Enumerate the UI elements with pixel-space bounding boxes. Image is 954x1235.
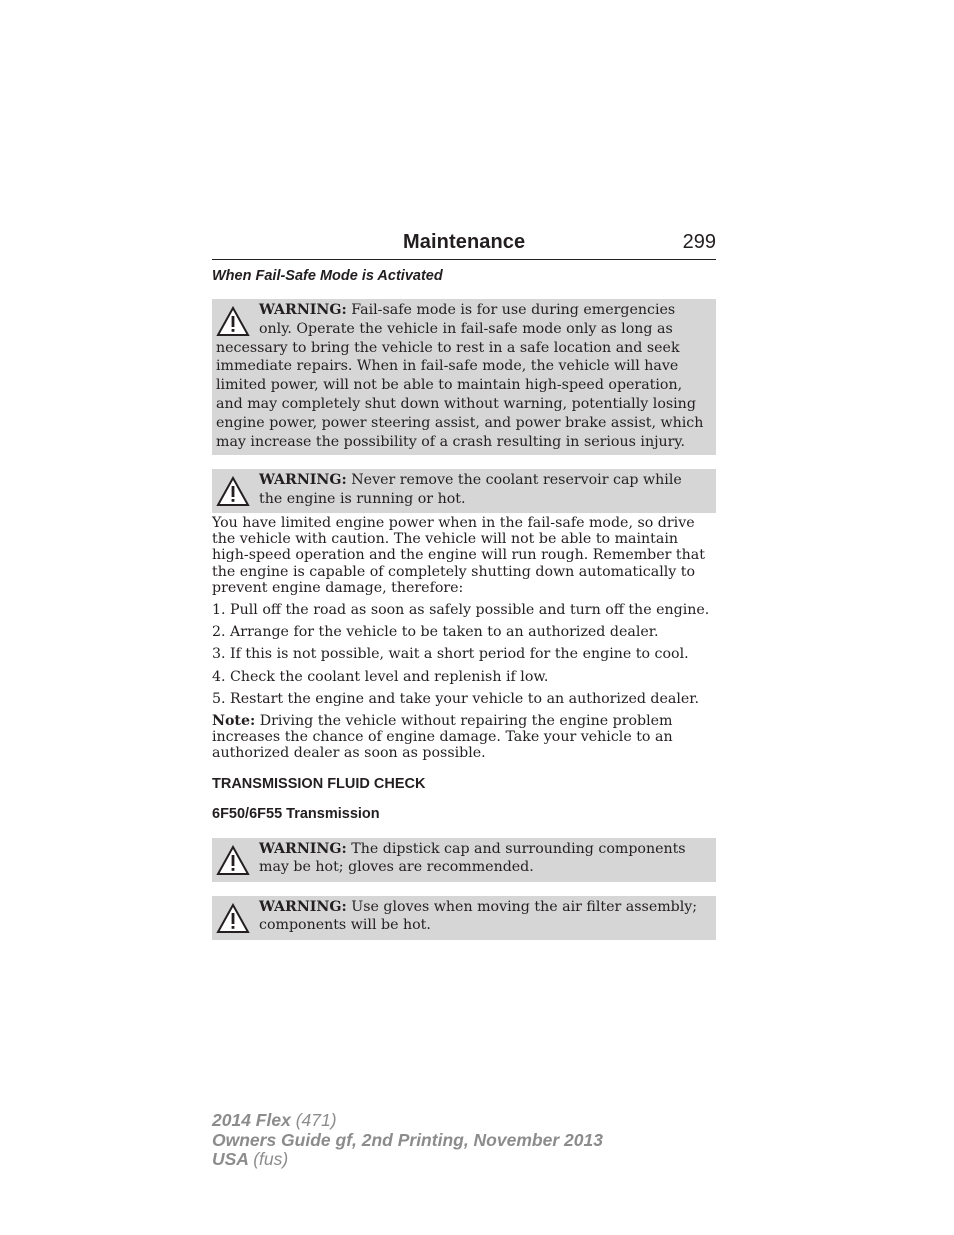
list-item: 4. Check the coolant level and replenish if low.: [212, 668, 549, 685]
warning-triangle-icon: [216, 306, 250, 338]
sub-heading: 6F50/6F55 Transmission: [212, 805, 380, 822]
warning-text: The dipstick cap and surrounding components may be hot; gloves are recommended.: [259, 840, 686, 876]
page-header: [212, 226, 716, 260]
note-text: Driving the vehicle without repairing the engine problem increases the chance of engine damage. Take your vehicle to an authorized dealer as soon as possible.: [212, 713, 673, 762]
page-footer: [212, 1111, 603, 1170]
manual-page: [212, 226, 716, 940]
page-number: 299: [682, 231, 716, 253]
footer-model-code: (471): [295, 1110, 337, 1130]
note-label: Note:: [212, 713, 256, 730]
warning-text: Never remove the coolant reservoir cap while the engine is running or hot.: [259, 472, 682, 507]
footer-model: 2014 Flex: [212, 1110, 291, 1130]
list-item: 1. Pull off the road as soon as safely possible and turn off the engine.: [212, 602, 710, 619]
note: [212, 713, 716, 762]
warning-triangle-icon: [216, 903, 250, 935]
warning-label: WARNING:: [259, 302, 347, 318]
footer-market-code: (fus): [253, 1149, 289, 1169]
footer-line-model: [212, 1111, 603, 1131]
page-title: Maintenance: [403, 231, 526, 253]
section-title: When Fail-Safe Mode is Activated: [212, 268, 443, 284]
warning-label: WARNING:: [259, 840, 347, 857]
warning-text: Fail-safe mode is for use during emergencies only. Operate the vehicle in fail-safe mode only as long as necessary to bring the vehicle to rest in a safe location and seek immediate repairs. When in fail-safe mode, the vehicle will have limited power, will not be able to maintain high-speed operation, and may completely shut down without warning, potentially losing engine power, power steering assist, and power brake assist, which may increase the possibility of a crash resulting in serious injury.: [216, 302, 704, 450]
warning-text: Use gloves when moving the air filter assembly; components will be hot.: [259, 898, 698, 934]
warning-label: WARNING:: [259, 898, 347, 915]
intro-paragraph: You have limited engine power when in the fail-safe mode, so drive the vehicle with caution. The vehicle will not be able to maintain high-speed operation and the engine will run rough. Remember that the engine is capable of completely shutting down automatically to prevent engine damage, therefore:: [212, 515, 705, 596]
warning-triangle-icon: [216, 845, 250, 877]
footer-line-edition: Owners Guide gf, 2nd Printing, November 2013: [212, 1129, 603, 1150]
warning-box: [212, 896, 716, 940]
warning-triangle-icon: [216, 476, 250, 508]
warning-label: WARNING:: [259, 472, 347, 488]
warning-box: [212, 838, 716, 882]
list-item: 5. Restart the engine and take your vehicle to an authorized dealer.: [212, 690, 700, 707]
list-item: 3. If this is not possible, wait a short period for the engine to cool.: [212, 646, 689, 663]
footer-market: USA: [212, 1149, 249, 1169]
list-item: 2. Arrange for the vehicle to be taken to an authorized dealer.: [212, 624, 659, 641]
warning-box: [212, 299, 716, 455]
warning-box: [212, 469, 716, 513]
section-heading: TRANSMISSION FLUID CHECK: [212, 775, 426, 792]
footer-line-market: [212, 1150, 603, 1170]
